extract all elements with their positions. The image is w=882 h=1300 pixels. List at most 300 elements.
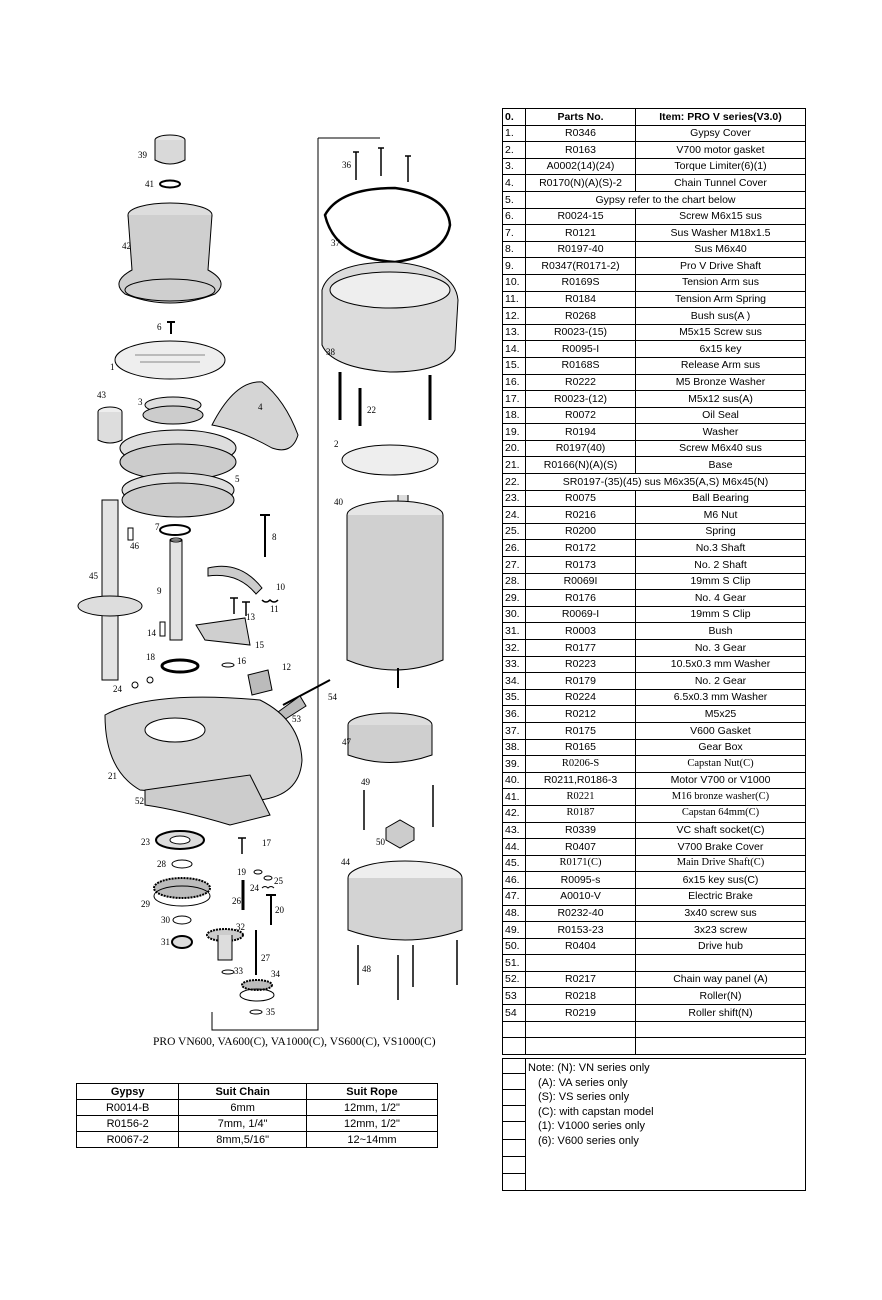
gypsy-cell: R0014-B: [77, 1100, 179, 1116]
gypsy-table-header: [77, 1084, 438, 1100]
row-part-number: R0003: [526, 623, 636, 640]
row-part-number: R0223: [526, 656, 636, 673]
row-number: 36.: [503, 706, 526, 723]
part-gypsy-cover: [115, 341, 225, 379]
diagram-caption: PRO VN600, VA600(C), VA1000(C), VS600(C), VS1000(C): [153, 1036, 436, 1048]
row-number: 32.: [503, 640, 526, 657]
callout-16: 16: [237, 656, 246, 666]
assembly-guide-line-right: [212, 138, 318, 1030]
part-sus-washer: [160, 525, 190, 535]
part-roller: [278, 680, 330, 720]
row-part-number: R0171(C): [526, 855, 636, 872]
part-m6-nuts: [132, 677, 153, 688]
row-number: 6.: [503, 208, 526, 225]
parts-table-row: [503, 1005, 806, 1022]
part-sus-m6x40: [260, 515, 270, 557]
row-part-number: R0069I: [526, 573, 636, 590]
callout-44: 44: [341, 857, 350, 867]
row-part-number: R0219: [526, 1005, 636, 1022]
row-part-number: R0200: [526, 523, 636, 540]
row-number: 41.: [503, 789, 526, 806]
callout-29: 29: [141, 899, 150, 909]
row-number: 38.: [503, 739, 526, 756]
parts-table: [502, 108, 806, 1055]
row-number: 40.: [503, 772, 526, 789]
callout-54: 54: [328, 692, 337, 702]
row-item-name: Washer: [636, 424, 806, 441]
parts-table-row: [503, 490, 806, 507]
part-drive-shaft: [170, 538, 182, 640]
row-part-number: R0194: [526, 424, 636, 441]
row-part-number: R0339: [526, 822, 636, 839]
row-part-number: R0211,R0186-3: [526, 772, 636, 789]
notes-block: [502, 1058, 806, 1191]
row-number: 31.: [503, 623, 526, 640]
parts-table-row: [503, 772, 806, 789]
row-part-number: R0072: [526, 407, 636, 424]
row-item-name: Motor V700 or V1000: [636, 772, 806, 789]
callout-22: 22: [367, 405, 376, 415]
note-line: (C): with capstan model: [538, 1105, 654, 1118]
parts-table-row: [503, 291, 806, 308]
row-number: 51.: [503, 955, 526, 972]
row-number: 12.: [503, 308, 526, 325]
row-part-number: R0075: [526, 490, 636, 507]
row-part-number: R0221: [526, 789, 636, 806]
parts-table-row: [503, 424, 806, 441]
gypsy-table: [76, 1083, 438, 1148]
parts-table-row: [503, 822, 806, 839]
row-part-number: R0222: [526, 374, 636, 391]
row-part-number: R0346: [526, 125, 636, 142]
row-item-name: Bush: [636, 623, 806, 640]
callout-17: 17: [262, 838, 271, 848]
row-item-name: Screw M6x15 sus: [636, 208, 806, 225]
row-part-number: R0232-40: [526, 905, 636, 922]
row-item-name: [636, 1038, 806, 1055]
row-number: [503, 1021, 526, 1038]
part-3x40-screws: [358, 940, 457, 1000]
part-capstan-nut: [155, 135, 185, 164]
row-number: [503, 1038, 526, 1055]
parts-table-row: [503, 175, 806, 192]
parts-table-header: [503, 109, 806, 126]
parts-table-row: [503, 606, 806, 623]
callout-36: 36: [342, 160, 351, 170]
row-part-number: R0206-S: [526, 756, 636, 773]
callout-4: 4: [258, 402, 263, 412]
part-m5x12-screw: [238, 838, 246, 854]
part-s-clip-19mm: [172, 860, 192, 868]
row-number: 5.: [503, 191, 526, 208]
row-merged-text: SR0197-(35)(45) sus M6x35(A,S) M6x45(N): [526, 474, 806, 491]
callout-46: 46: [130, 541, 139, 551]
row-item-name: Electric Brake: [636, 888, 806, 905]
note-line: Note: (N): VN series only: [528, 1062, 650, 1074]
part-main-drive-shaft: [78, 500, 142, 680]
parts-table-row: [503, 225, 806, 242]
callout-25: 25: [274, 876, 283, 886]
parts-table-row: [503, 640, 806, 657]
parts-table-row: [503, 540, 806, 557]
callout-3: 3: [138, 397, 143, 407]
row-number: 50.: [503, 938, 526, 955]
row-item-name: M6 Nut: [636, 507, 806, 524]
parts-table-row: [503, 208, 806, 225]
part-screw-sus-m6: [340, 372, 430, 426]
callout-33: 33: [234, 966, 243, 976]
row-number: 2.: [503, 142, 526, 159]
part-v700-brake-cover: [348, 861, 462, 940]
row-item-name: 6.5x0.3 mm Washer: [636, 689, 806, 706]
parts-table-row: [503, 324, 806, 341]
part-no4-gear: [154, 878, 210, 906]
rope-cell: 12mm, 1/2": [306, 1100, 437, 1116]
part-motor: [347, 495, 443, 688]
row-item-name: M16 bronze washer(C): [636, 789, 806, 806]
parts-table-row: [503, 855, 806, 872]
callout-50: 50: [376, 837, 385, 847]
chain-cell: 6mm: [179, 1100, 307, 1116]
note-line: (S): VS series only: [538, 1091, 630, 1104]
row-item-name: 6x15 key: [636, 341, 806, 358]
callout-7: 7: [155, 522, 160, 532]
row-part-number: R0168S: [526, 357, 636, 374]
row-item-name: 6x15 key sus(C): [636, 872, 806, 889]
part-tension-arm: [208, 566, 262, 594]
part-gypsy: [120, 430, 236, 517]
row-item-name: 10.5x0.3 mm Washer: [636, 656, 806, 673]
callout-39: 39: [138, 150, 147, 160]
suit-rope-header: Suit Rope: [306, 1084, 437, 1100]
callout-12: 12: [282, 662, 291, 672]
row-part-number: R0187: [526, 805, 636, 822]
parts-table-body: [503, 109, 806, 1055]
callout-37: 37: [331, 238, 340, 248]
part-v600-gasket: [325, 188, 450, 262]
callout-26: 26: [232, 896, 241, 906]
row-item-name: 19mm S Clip: [636, 573, 806, 590]
callout-40: 40: [334, 497, 343, 507]
parts-table-row: [503, 125, 806, 142]
parts-table-row: [503, 357, 806, 374]
parts-table-row: [503, 590, 806, 607]
callout-10: 10: [276, 582, 285, 592]
row-item-name: M5x12 sus(A): [636, 391, 806, 408]
row-number: 1.: [503, 125, 526, 142]
row-part-number: R0197-40: [526, 241, 636, 258]
part-washer-6-5: [250, 1010, 262, 1014]
row-part-number: R0224: [526, 689, 636, 706]
row-part-number: R0169S: [526, 274, 636, 291]
callout-52: 52: [135, 796, 144, 806]
callout-9: 9: [157, 586, 162, 596]
callout-43: 43: [97, 390, 106, 400]
part-drive-hub: [386, 820, 414, 848]
callout-21: 21: [108, 771, 117, 781]
row-item-name: M5 Bronze Washer: [636, 374, 806, 391]
callout-24: 24: [113, 684, 122, 694]
row-number: 10.: [503, 274, 526, 291]
gypsy-cell: R0156-2: [77, 1116, 179, 1132]
row-item-name: M5x15 Screw sus: [636, 324, 806, 341]
parts-table-row: [503, 689, 806, 706]
parts-table-row: [503, 191, 806, 208]
row-item-name: Sus Washer M18x1.5: [636, 225, 806, 242]
parts-table-row: [503, 722, 806, 739]
callout-15: 15: [255, 640, 264, 650]
row-number: 14.: [503, 341, 526, 358]
row-number: 25.: [503, 523, 526, 540]
row-item-name: Base: [636, 457, 806, 474]
row-number: 35.: [503, 689, 526, 706]
parts-table-row: [503, 523, 806, 540]
parts-table-row: [503, 507, 806, 524]
callout-20: 20: [275, 905, 284, 915]
row-item-name: Roller(N): [636, 988, 806, 1005]
part-gear-box: [322, 262, 458, 372]
callout-6: 6: [157, 322, 162, 332]
row-number: 7.: [503, 225, 526, 242]
callout-23: 23: [141, 837, 150, 847]
row-item-name: Tension Arm sus: [636, 274, 806, 291]
callout-8: 8: [272, 532, 277, 542]
row-number: 22.: [503, 474, 526, 491]
row-part-number: R0095-I: [526, 341, 636, 358]
row-item-name: 3x40 screw sus: [636, 905, 806, 922]
callout-28: 28: [157, 859, 166, 869]
row-number: 26.: [503, 540, 526, 557]
callout-5: 5: [235, 474, 240, 484]
callout-1: 1: [110, 362, 115, 372]
row-part-number: R0175: [526, 722, 636, 739]
row-part-number: R0197(40): [526, 440, 636, 457]
part-bush-sus: [248, 670, 272, 695]
row-number: 23.: [503, 490, 526, 507]
row-item-name: Gear Box: [636, 739, 806, 756]
row-number: 17.: [503, 391, 526, 408]
row-number: 29.: [503, 590, 526, 607]
gypsy-row: [77, 1100, 438, 1116]
callout-24b: 24: [250, 883, 259, 893]
parts-table-row: [503, 474, 806, 491]
row-number: 13.: [503, 324, 526, 341]
part-oil-seal: [162, 660, 198, 672]
row-merged-text: Gypsy refer to the chart below: [526, 191, 806, 208]
row-number: 43.: [503, 822, 526, 839]
row-part-number: R0095-s: [526, 872, 636, 889]
parts-table-row: [503, 374, 806, 391]
row-number: 19.: [503, 424, 526, 441]
parts-table-row: [503, 922, 806, 939]
row-number: 20.: [503, 440, 526, 457]
notes-gutter: [503, 1059, 526, 1190]
row-part-number: R0212: [526, 706, 636, 723]
row-number: 52.: [503, 971, 526, 988]
part-bronze-washer-m5: [222, 663, 234, 667]
row-item-name: Chain way panel (A): [636, 971, 806, 988]
row-part-number: R0216: [526, 507, 636, 524]
row-number: 45.: [503, 855, 526, 872]
header-item: Item: PRO V series(V3.0): [636, 109, 806, 126]
callout-48: 48: [362, 964, 371, 974]
part-release-arm: [196, 618, 250, 645]
row-number: 27.: [503, 557, 526, 574]
row-item-name: Spring: [636, 523, 806, 540]
row-part-number: R0023-(15): [526, 324, 636, 341]
parts-table-row: [503, 407, 806, 424]
callout-38: 38: [326, 347, 335, 357]
part-screw-m6x15: [167, 322, 175, 334]
row-part-number: R0179: [526, 673, 636, 690]
row-part-number: R0165: [526, 739, 636, 756]
parts-table-row: [503, 457, 806, 474]
row-number: 54: [503, 1005, 526, 1022]
part-washer-10-5: [222, 970, 234, 974]
row-part-number: R0184: [526, 291, 636, 308]
chain-cell: 7mm, 1/4": [179, 1116, 307, 1132]
parts-table-row: [503, 1038, 806, 1055]
gypsy-cell: R0067-2: [77, 1132, 179, 1148]
row-item-name: Pro V Drive Shaft: [636, 258, 806, 275]
parts-table-row: [503, 1021, 806, 1038]
row-item-name: Sus M6x40: [636, 241, 806, 258]
parts-table-row: [503, 789, 806, 806]
parts-table-row: [503, 706, 806, 723]
parts-table-row: [503, 158, 806, 175]
row-item-name: V700 motor gasket: [636, 142, 806, 159]
row-item-name: No.3 Shaft: [636, 540, 806, 557]
callout-11: 11: [270, 604, 279, 614]
row-part-number: [526, 1021, 636, 1038]
part-no2-gear: [240, 980, 274, 1001]
parts-table-row: [503, 805, 806, 822]
parts-table-row: [503, 142, 806, 159]
callout-41: 41: [145, 179, 154, 189]
row-item-name: No. 4 Gear: [636, 590, 806, 607]
row-item-name: [636, 1021, 806, 1038]
row-part-number: R0023-(12): [526, 391, 636, 408]
callout-34: 34: [271, 969, 280, 979]
row-item-name: 19mm S Clip: [636, 606, 806, 623]
header-no: 0.: [503, 109, 526, 126]
part-bush: [172, 936, 192, 948]
row-number: 37.: [503, 722, 526, 739]
row-number: 8.: [503, 241, 526, 258]
row-part-number: A0002(14)(24): [526, 158, 636, 175]
row-part-number: [526, 1038, 636, 1055]
callout-2: 2: [334, 439, 339, 449]
part-key: [160, 622, 165, 636]
row-number: 9.: [503, 258, 526, 275]
parts-table-row: [503, 756, 806, 773]
rope-cell: 12mm, 1/2": [306, 1116, 437, 1132]
part-s-clip-19mm-b: [173, 916, 191, 924]
part-vc-shaft-socket: [98, 407, 122, 443]
row-number: 46.: [503, 872, 526, 889]
parts-table-row: [503, 391, 806, 408]
row-part-number: A0010-V: [526, 888, 636, 905]
callout-27: 27: [261, 953, 270, 963]
row-item-name: Drive hub: [636, 938, 806, 955]
header-parts-no: Parts No.: [526, 109, 636, 126]
row-item-name: No. 3 Gear: [636, 640, 806, 657]
part-no3-gear: [207, 929, 243, 960]
parts-table-row: [503, 656, 806, 673]
callout-18: 18: [146, 652, 155, 662]
parts-table-row: [503, 308, 806, 325]
row-part-number: R0172: [526, 540, 636, 557]
row-part-number: R0121: [526, 225, 636, 242]
row-part-number: R0170(N)(A)(S)-2: [526, 175, 636, 192]
row-part-number: R0153-23: [526, 922, 636, 939]
row-number: 21.: [503, 457, 526, 474]
callout-13: 13: [246, 612, 255, 622]
part-electric-brake: [348, 713, 432, 763]
row-part-number: R0176: [526, 590, 636, 607]
row-number: 16.: [503, 374, 526, 391]
row-number: 28.: [503, 573, 526, 590]
row-item-name: V600 Gasket: [636, 722, 806, 739]
row-number: 24.: [503, 507, 526, 524]
row-item-name: V700 Brake Cover: [636, 839, 806, 856]
notes-text: [528, 1061, 654, 1149]
row-item-name: Main Drive Shaft(C): [636, 855, 806, 872]
row-item-name: Gypsy Cover: [636, 125, 806, 142]
callout-14: 14: [147, 628, 156, 638]
row-part-number: R0407: [526, 839, 636, 856]
row-item-name: [636, 955, 806, 972]
note-line: (A): VA series only: [538, 1076, 628, 1089]
row-number: 15.: [503, 357, 526, 374]
parts-table-row: [503, 888, 806, 905]
row-item-name: Release Arm sus: [636, 357, 806, 374]
parts-table-row: [503, 258, 806, 275]
gypsy-row: [77, 1132, 438, 1148]
row-item-name: Bush sus(A ): [636, 308, 806, 325]
part-tension-arm-spring: [262, 600, 278, 602]
part-key-sus: [128, 528, 133, 540]
parts-table-row: [503, 938, 806, 955]
callout-53: 53: [292, 714, 301, 724]
callout-49: 49: [361, 777, 370, 787]
part-ball-bearing: [156, 831, 204, 849]
row-part-number: R0347(R0171-2): [526, 258, 636, 275]
gypsy-row: [77, 1116, 438, 1132]
row-part-number: R0177: [526, 640, 636, 657]
row-item-name: No. 2 Shaft: [636, 557, 806, 574]
callout-35: 35: [266, 1007, 275, 1017]
parts-table-row: [503, 988, 806, 1005]
note-line: (6): V600 series only: [538, 1134, 639, 1147]
row-number: 30.: [503, 606, 526, 623]
row-item-name: Tension Arm Spring: [636, 291, 806, 308]
row-part-number: R0218: [526, 988, 636, 1005]
row-part-number: R0217: [526, 971, 636, 988]
callout-42: 42: [122, 241, 131, 251]
row-number: 34.: [503, 673, 526, 690]
row-part-number: R0166(N)(A)(S): [526, 457, 636, 474]
parts-table-row: [503, 905, 806, 922]
part-bronze-washer: [160, 181, 180, 188]
note-line: (1): V1000 series only: [538, 1120, 645, 1133]
parts-table-row: [503, 241, 806, 258]
parts-table-row: [503, 955, 806, 972]
row-part-number: [526, 955, 636, 972]
parts-table-row: [503, 872, 806, 889]
parts-table-row: [503, 623, 806, 640]
parts-table-row: [503, 341, 806, 358]
